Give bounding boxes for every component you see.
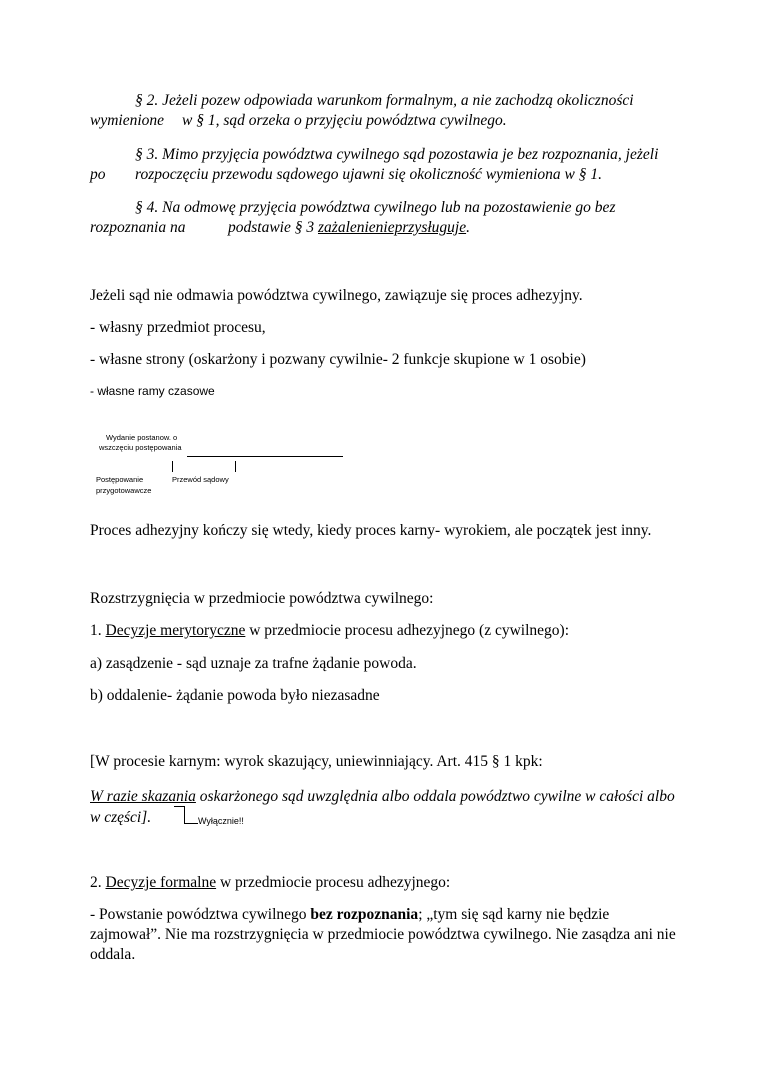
merit-item-b: b) oddalenie- żądanie powoda było niezasadne (90, 687, 380, 704)
merit-rest: w przedmiocie procesu adhezyjnego (z cywilnego): (245, 622, 570, 639)
callout-only-note: Wyłącznie!! (198, 816, 244, 826)
quote-rest: oskarżonego sąd uwzględnia albo oddala powództwo cywilne w całości albo (195, 788, 675, 805)
quote-term: W razie skazania (90, 788, 196, 805)
adhesion-intro: Jeżeli sąd nie odmawia powództwa cywilnego, zawiązuje się proces adhezyjny. (90, 287, 583, 304)
art-p2-line2b: w § 1, sąd orzeka o przyjęciu powództwa cywilnego. (182, 112, 507, 129)
merit-number: 1. (90, 622, 106, 639)
formal-item-line1 (90, 905, 609, 925)
diagram-label-trial: Przewód sądowy (172, 475, 229, 484)
diagram-label-initiation-l1: Wydanie postanow. o (106, 433, 178, 442)
quote-line1 (90, 787, 675, 807)
formal-item-a: - Powstanie powództwa cywilnego (90, 906, 311, 923)
timeline-tick-right (235, 461, 236, 472)
formal-item-b: ; „tym się sąd karny nie będzie (418, 906, 610, 923)
formal-term: Decyzje formalne (105, 874, 217, 891)
merit-item-a: a) zasądzenie - sąd uznaje za trafne żądanie powoda. (90, 655, 417, 672)
diagram-label-preparatory-l1: Postępowanie (96, 475, 144, 484)
art-p4-basis: podstawie § 3 (228, 219, 318, 236)
art-p3-line2a: po (90, 166, 106, 183)
adhesion-item-timeframe: - własne ramy czasowe (90, 384, 215, 398)
art-p2-line1: § 2. Jeżeli pozew odpowiada warunkom formalnym, a nie zachodzą okoliczności (135, 92, 634, 109)
adhesion-item-parties: - własne strony (oskarżony i pozwany cywilnie- 2 funkcje skupione w 1 osobie) (90, 351, 586, 368)
art-p2-line2a: wymienione (90, 112, 165, 129)
art-p4-period: . (466, 219, 470, 236)
merit-decisions-line (90, 621, 569, 641)
callout-bracket-top (174, 806, 185, 807)
art-p3-line1: § 3. Mimo przyjęcia powództwa cywilnego sąd pozostawia je bez rozpoznania, jeżeli (135, 146, 659, 163)
merit-term: Decyzje merytoryczne (105, 622, 246, 639)
callout-bracket-vertical (184, 806, 185, 824)
callout-bracket-bottom (184, 823, 198, 824)
adhesion-end-note: Proces adhezyjny kończy się wtedy, kiedy proces karny- wyrokiem, ale początek jest inny. (90, 522, 652, 539)
timeline-tick-left (172, 461, 173, 472)
formal-item-line2: zajmował”. Nie ma rozstrzygnięcia w przedmiocie powództwa cywilnego. Nie zasądza ani nie (90, 926, 676, 943)
art-p4-line1: § 4. Na odmowę przyjęcia powództwa cywilnego lub na pozostawienie go bez (135, 199, 616, 216)
art-p3-line2b: rozpoczęciu przewodu sądowego ujawni się okoliczność wymieniona w § 1. (135, 166, 602, 183)
formal-item-bold: bez rozpoznania (310, 906, 419, 923)
diagram-label-initiation-l2: wszczęciu postępowania (99, 443, 182, 452)
art-p4-line2a: rozpoznania na (90, 219, 186, 236)
adhesion-item-subject: - własny przedmiot procesu, (90, 319, 266, 336)
formal-number: 2. (90, 874, 106, 891)
criminal-process-note: [W procesie karnym: wyrok skazujący, uniewinniający. Art. 415 § 1 kpk: (90, 753, 543, 770)
art-p4-appeal: zażalenieniеprzysługuje (318, 219, 467, 236)
timeline-line (187, 456, 343, 457)
decisions-heading: Rozstrzygnięcia w przedmiocie powództwa cywilnego: (90, 590, 434, 607)
formal-item-line3: oddala. (90, 946, 136, 963)
diagram-label-preparatory-l2: przygotowawcze (96, 486, 152, 495)
quote-line2: w części]. (90, 809, 152, 826)
formal-rest: w przedmiocie procesu adhezyjnego: (216, 874, 451, 891)
formal-decisions-line (90, 873, 450, 893)
art-p4-line2b (228, 218, 470, 238)
